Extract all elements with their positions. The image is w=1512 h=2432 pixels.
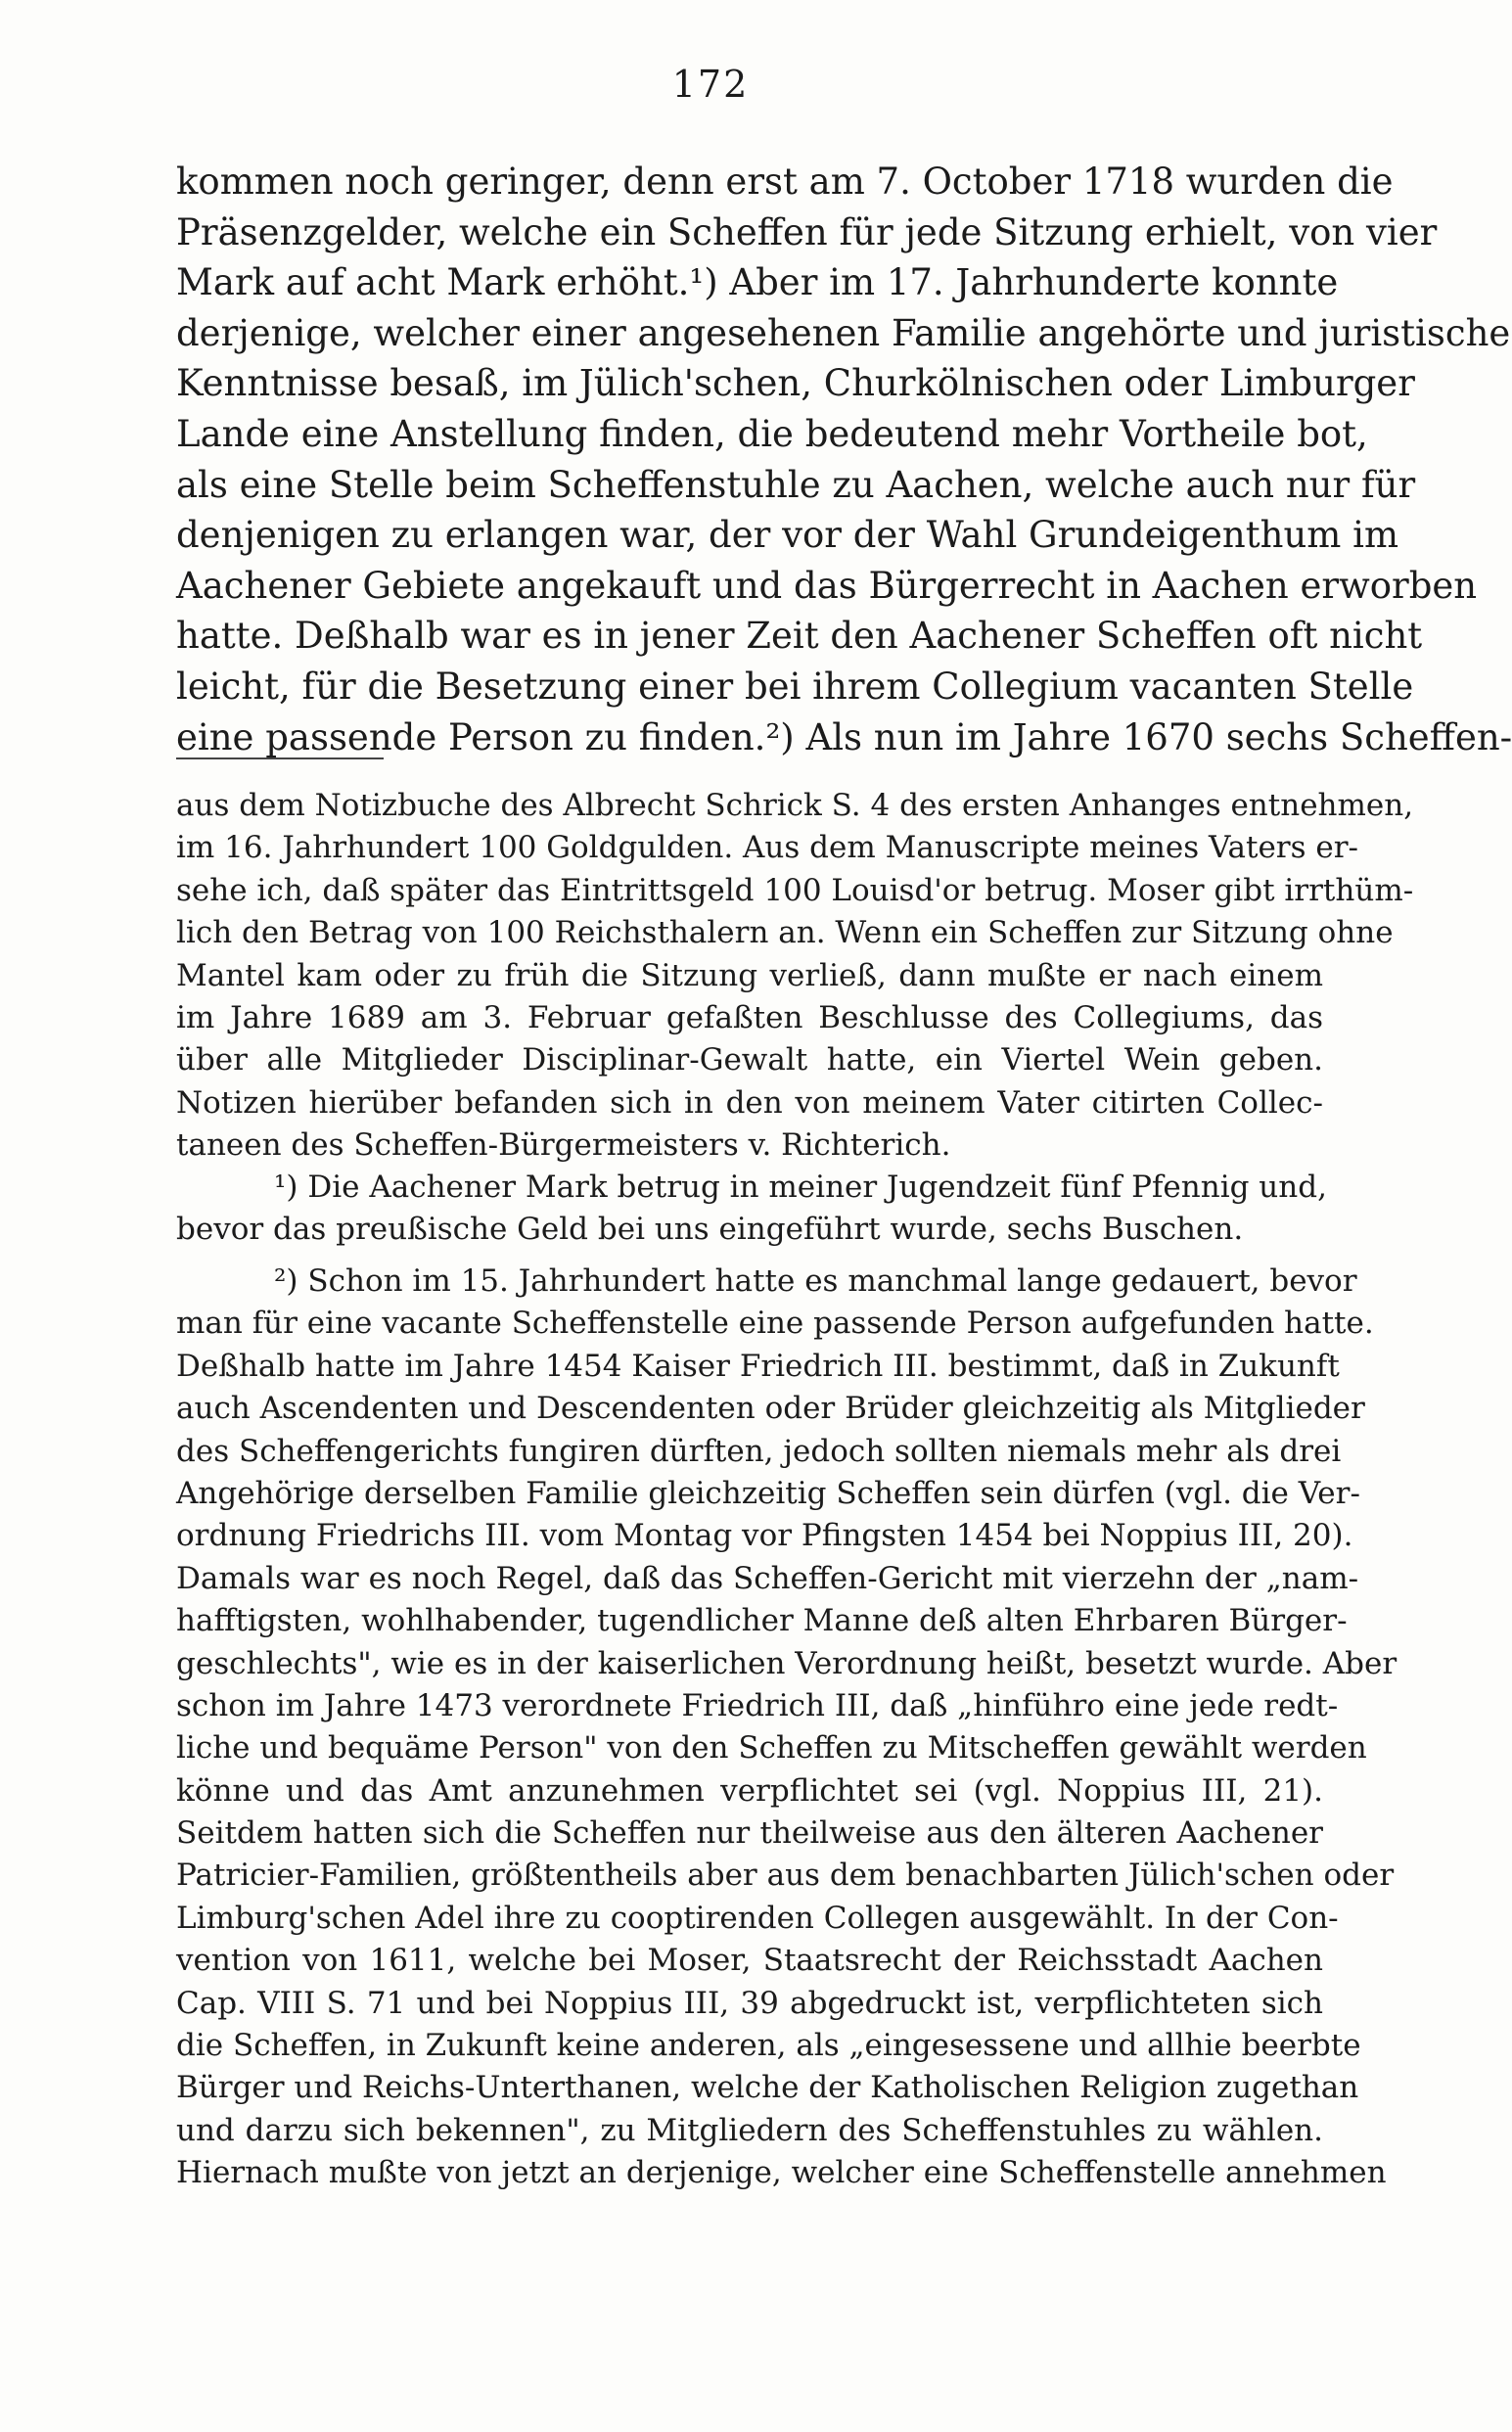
footnote-line: Seitdem hatten sich die Scheffen nur theilweise aus den älteren Aachener xyxy=(176,1815,1323,1852)
footnote-line: im 16. Jahrhundert 100 Goldgulden. Aus dem Manuscripte meines Vaters er- xyxy=(176,830,1359,866)
footnote-line: Mantel kam oder zu früh die Sitzung verließ, dann mußte er nach einem xyxy=(176,957,1323,993)
footnote-line: Notizen hierüber befanden sich in den von meinem Vater citirten Collec- xyxy=(176,1084,1323,1121)
page-number: 172 xyxy=(671,63,750,106)
footnote-line: Deßhalb hatte im Jahre 1454 Kaiser Friedrich III. bestimmt, daß in Zukunft xyxy=(176,1348,1340,1384)
main-text-line: derjenige, welcher einer angesehenen Familie angehörte und juristische xyxy=(176,311,1511,354)
footnote-line: die Scheffen, in Zukunft keine anderen, als „eingesessene und allhie beerbte xyxy=(176,2028,1361,2064)
footnote-line: und darzu sich bekennen", zu Mitgliedern des Scheffenstuhles zu wählen. xyxy=(176,2112,1323,2148)
main-text-line: Präsenzgelder, welche ein Scheffen für jede Sitzung erhielt, von vier xyxy=(176,210,1438,253)
footnote-line: ordnung Friedrichs III. vom Montag vor Pfingsten 1454 bei Noppius III, 20). xyxy=(176,1518,1353,1554)
footnote-line: im Jahre 1689 am 3. Februar gefaßten Beschlusse des Collegiums, das xyxy=(176,999,1323,1035)
footnote-line: bevor das preußische Geld bei uns eingeführt wurde, sechs Buschen. xyxy=(176,1212,1244,1248)
footnote-line: man für eine vacante Scheffenstelle eine passende Person aufgefunden hatte. xyxy=(176,1306,1374,1342)
footnote-1 xyxy=(176,1167,1327,1252)
footnote-divider xyxy=(176,757,384,759)
footnote-line: Patricier-Familien, größtentheils aber aus dem benachbarten Jülich'schen oder xyxy=(176,1858,1395,1894)
footnote-line: Limburg'schen Adel ihre zu cooptirenden Collegen ausgewählt. In der Con- xyxy=(176,1900,1339,1936)
main-text-line: Aachener Gebiete angekauft und das Bürgerrecht in Aachen erworben xyxy=(176,564,1478,607)
footnote-line: könne und das Amt anzunehmen verpflichtet sei (vgl. Noppius III, 21). xyxy=(176,1772,1323,1809)
footnote-line: Cap. VIII S. 71 und bei Noppius III, 39 abgedruckt ist, verpflichteten sich xyxy=(176,1985,1323,2021)
footnote-continuation xyxy=(176,785,1414,1168)
footnote-line: ¹) Die Aachener Mark betrug in meiner Jugendzeit fünf Pfennig und, xyxy=(274,1170,1327,1205)
main-text-line: hatte. Deßhalb war es in jener Zeit den Aachener Scheffen oft nicht xyxy=(176,615,1423,658)
main-text-line: kommen noch geringer, denn erst am 7. October 1718 wurden die xyxy=(176,161,1394,203)
footnote-line: hafftigsten, wohlhabender, tugendlicher Manne deß alten Ehrbaren Bürger- xyxy=(176,1603,1348,1639)
footnote-line: geschlechts", wie es in der kaiserlichen Verordnung heißt, besetzt wurde. Aber xyxy=(176,1645,1397,1681)
footnote-line: Damals war es noch Regel, daß das Scheffen-Gericht mit vierzehn der „nam- xyxy=(176,1560,1359,1596)
footnote-line: Angehörige derselben Familie gleichzeitig Scheffen sein dürfen (vgl. die Ver- xyxy=(176,1475,1360,1511)
footnote-line: sehe ich, daß später das Eintrittsgeld 100 Louisd'or betrug. Moser gibt irrthüm- xyxy=(176,872,1414,908)
footnote-line: lich den Betrag von 100 Reichsthalern an. Wenn ein Scheffen zur Sitzung ohne xyxy=(176,915,1394,951)
footnote-line: über alle Mitglieder Disciplinar-Gewalt hatte, ein Viertel Wein geben. xyxy=(176,1042,1323,1078)
footnote-line: des Scheffengerichts fungiren dürften, jedoch sollten niemals mehr als drei xyxy=(176,1433,1342,1469)
footnote-line: vention von 1611, welche bei Moser, Staatsrecht der Reichsstadt Aachen xyxy=(176,1943,1323,1979)
footnote-line: taneen des Scheffen-Bürgermeisters v. Richterich. xyxy=(176,1127,951,1164)
main-text-line: Lande eine Anstellung finden, die bedeutend mehr Vortheile bot, xyxy=(176,412,1368,455)
main-text-line: Kenntnisse besaß, im Jülich'schen, Churkölnischen oder Limburger xyxy=(176,362,1415,405)
footnote-line: liche und bequäme Person" von den Scheffen zu Mitscheffen gewählt werden xyxy=(176,1730,1367,1767)
main-text-line: eine passende Person zu finden.²) Als nun im Jahre 1670 sechs Scheffen- xyxy=(176,715,1512,758)
main-text-line: Mark auf acht Mark erhöht.¹) Aber im 17. Jahrhunderte konnte xyxy=(176,261,1339,304)
footnote-line: auch Ascendenten und Descendenten oder Brüder gleichzeitig als Mitglieder xyxy=(176,1391,1365,1427)
footnote-2 xyxy=(176,1261,1397,2195)
main-text xyxy=(176,157,1512,762)
main-text-line: als eine Stelle beim Scheffenstuhle zu Aachen, welche auch nur für xyxy=(176,463,1416,506)
main-text-line: leicht, für die Besetzung einer bei ihrem Collegium vacanten Stelle xyxy=(176,665,1414,708)
footnote-line: schon im Jahre 1473 verordnete Friedrich III, daß „hinführo eine jede redt- xyxy=(176,1687,1339,1723)
footnote-line: Bürger und Reichs-Unterthanen, welche der Katholischen Religion zugethan xyxy=(176,2070,1359,2106)
footnote-line: Hiernach mußte von jetzt an derjenige, welcher eine Scheffenstelle annehmen xyxy=(176,2155,1387,2191)
main-text-line: denjenigen zu erlangen war, der vor der Wahl Grundeigenthum im xyxy=(176,514,1399,557)
footnote-line: ²) Schon im 15. Jahrhundert hatte es manchmal lange gedauert, bevor xyxy=(274,1263,1357,1299)
footnote-line: aus dem Notizbuche des Albrecht Schrick S. 4 des ersten Anhanges entnehmen, xyxy=(176,788,1414,823)
